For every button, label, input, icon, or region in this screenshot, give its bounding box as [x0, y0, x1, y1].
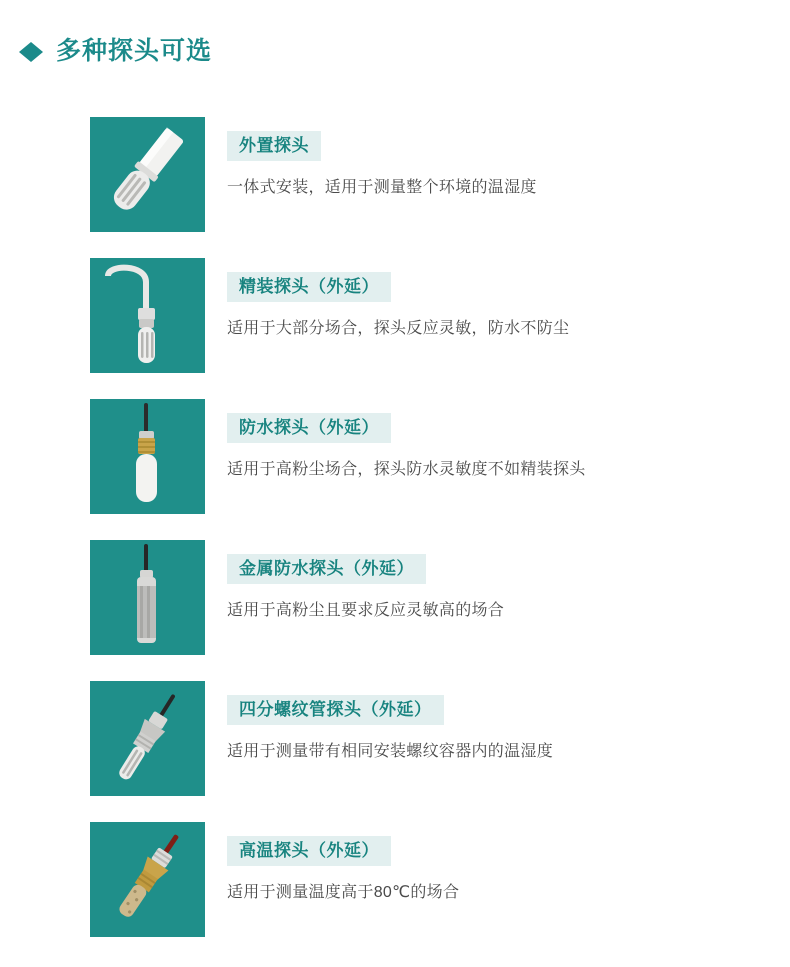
- page-header: [0, 0, 790, 81]
- probe-list: [0, 117, 790, 937]
- probe-text: [205, 540, 504, 622]
- probe-description: 一体式安装，适用于测量整个环境的温湿度: [227, 178, 537, 196]
- probe-label: 四分螺纹管探头（外延）: [227, 695, 444, 725]
- probe-label: 高温探头（外延）: [227, 836, 391, 866]
- threaded-pipe-probe-photo: [90, 681, 205, 796]
- page-title: 多种探头可选: [56, 36, 213, 65]
- metal-waterproof-probe-photo: [90, 540, 205, 655]
- waterproof-probe-photo: [90, 399, 205, 514]
- probe-text: [205, 117, 537, 199]
- probe-description: 适用于高粉尘且要求反应灵敏高的场合: [227, 601, 505, 619]
- list-item: [90, 117, 790, 232]
- probe-description: 适用于大部分场合，探头反应灵敏，防水不防尘: [227, 319, 570, 337]
- list-item: [90, 540, 790, 655]
- probe-text: [205, 258, 569, 340]
- diamond-icon: [18, 39, 44, 65]
- probe-text: [205, 399, 586, 481]
- probe-label: 精装探头（外延）: [227, 272, 391, 302]
- probe-label: 外置探头: [227, 131, 321, 161]
- external-probe-photo: [90, 117, 205, 232]
- probe-description: 适用于测量带有相同安装螺纹容器内的温湿度: [227, 742, 554, 760]
- probe-description: 适用于测量温度高于80℃的场合: [227, 883, 460, 901]
- precision-probe-photo: [90, 258, 205, 373]
- high-temperature-probe-photo: [90, 822, 205, 937]
- list-item: [90, 681, 790, 796]
- list-item: [90, 399, 790, 514]
- list-item: [90, 258, 790, 373]
- probe-text: [205, 681, 553, 763]
- probe-label: 防水探头（外延）: [227, 413, 391, 443]
- list-item: [90, 822, 790, 937]
- probe-description: 适用于高粉尘场合，探头防水灵敏度不如精装探头: [227, 460, 586, 478]
- probe-text: [205, 822, 459, 904]
- probe-label: 金属防水探头（外延）: [227, 554, 426, 584]
